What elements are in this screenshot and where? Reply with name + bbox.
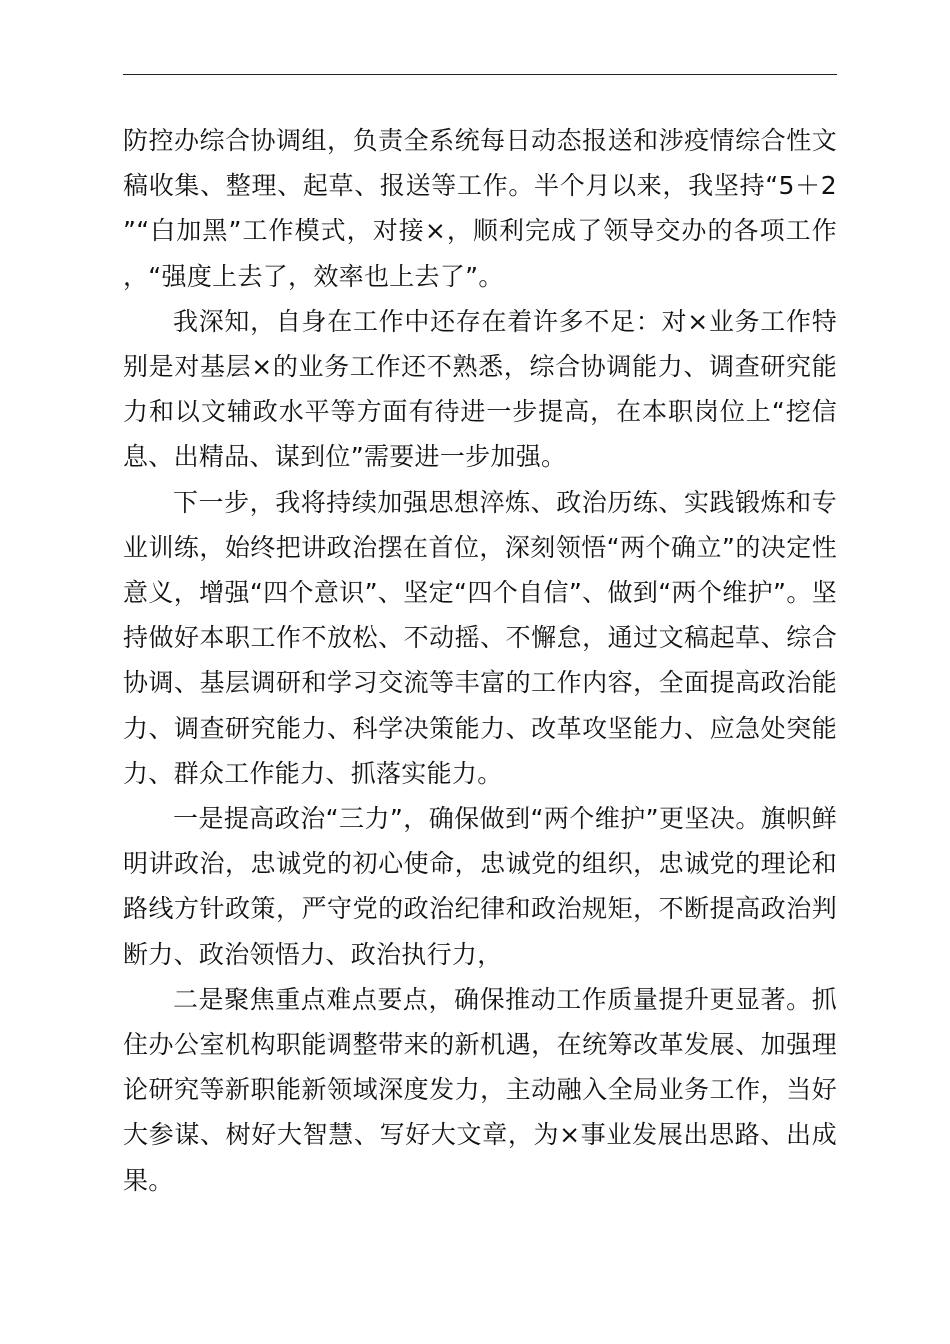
paragraph-continuation: 防控办综合协调组，负责全系统每日动态报送和涉疫情综合性文稿收集、整理、起草、报送等工作。半个月以来，我坚持“5＋2”“白加黑”工作模式，对接×，顺利完成了领导交办的各项工作，“强度上去了，效率也上去了”。 — [123, 126, 837, 291]
paragraph-next-steps: 下一步，我将持续加强思想淬炼、政治历练、实践锻炼和专业训练，始终把讲政治摆在首位，深刻领悟“两个确立”的决定性意义，增强“四个意识”、坚定“四个自信”、做到“两个维护”。坚持做好本职工作不放松、不动摇、不懈怠，通过文稿起草、综合协调、基层调研和学习交流等丰富的工作内容，全面提高政治能力、调查研究能力、科学决策能力、改革攻坚能力、应急处突能力、群众工作能力、抓落实能力。 — [123, 487, 837, 788]
paragraph-shortcomings: 我深知，自身在工作中还存在着许多不足：对×业务工作特别是对基层×的业务工作还不熟悉，综合协调能力、调查研究能力和以文辅政水平等方面有待进一步提高，在本职岗位上“挖信息、出精品、谋到位”需要进一步加强。 — [123, 306, 837, 472]
header-rule — [123, 74, 837, 75]
paragraph-point-one: 一是提高政治“三力”，确保做到“两个维护”更坚决。旗帜鲜明讲政治，忠诚党的初心使命，忠诚党的组织，忠诚党的理论和路线方针政策，严守党的政治纪律和政治规矩，不断提高政治判断力、政治领悟力、政治执行力， — [123, 804, 837, 969]
document-body — [123, 118, 837, 1203]
paragraph-point-two: 二是聚焦重点难点要点，确保推动工作质量提升更显著。抓住办公室机构职能调整带来的新机遇，在统筹改革发展、加强理论研究等新职能新领域深度发力，主动融入全局业务工作，当好大参谋、树好大智慧、写好大文章，为×事业发展出思路、出成果。 — [123, 984, 837, 1195]
